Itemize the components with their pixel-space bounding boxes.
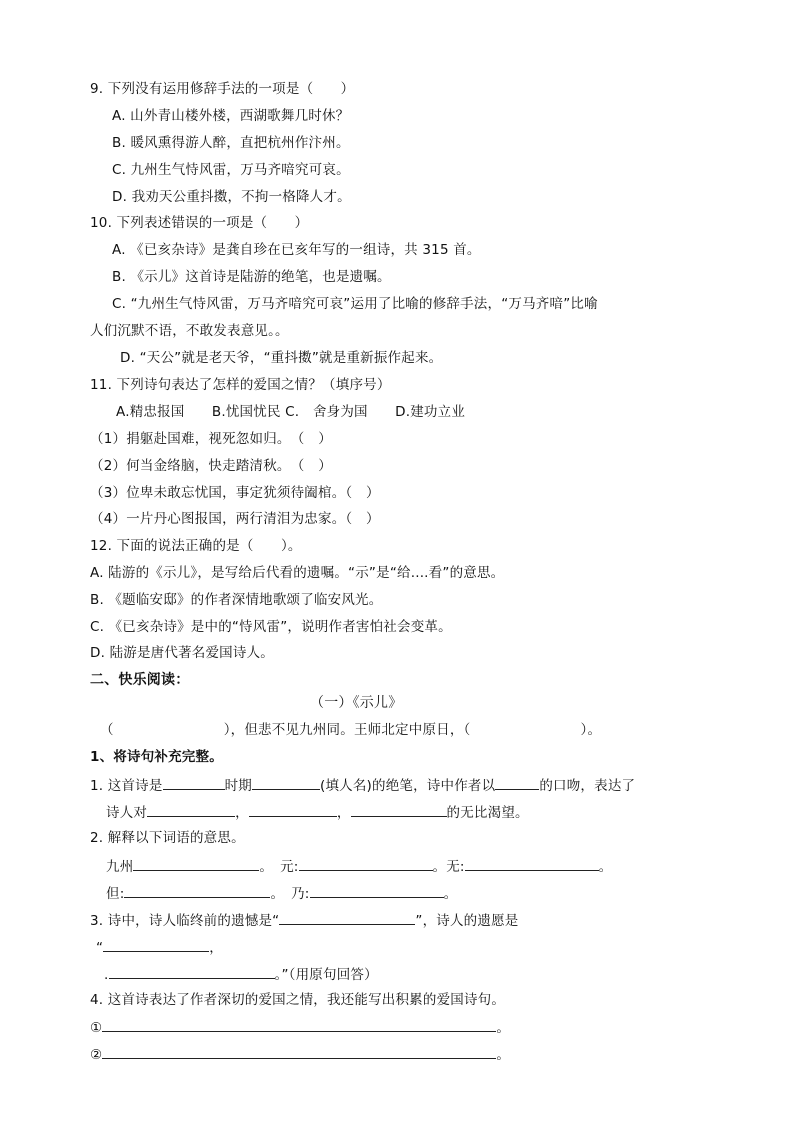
p1-text-e: 诗人对 — [106, 805, 148, 821]
p1-text-b: 时期 — [224, 778, 252, 794]
p3-text-a: 3. 诗中，诗人临终前的遗憾是“ — [90, 913, 280, 929]
word-nai: 乃: — [291, 886, 310, 902]
p1-text-d: 的口吻，表达了 — [539, 778, 636, 794]
task-p3-line3 — [104, 964, 378, 984]
task-p3-line2 — [96, 937, 223, 957]
p1-text-c: (填人名)的绝笔，诗中作者以 — [319, 778, 496, 794]
blank-era[interactable] — [163, 775, 225, 790]
blank-poem-1[interactable] — [102, 1017, 496, 1032]
p1-text-f: 的无比渴望。 — [446, 805, 529, 821]
q9-option-d: D. 我劝天公重抖擞，不拘一格降人才。 — [112, 189, 351, 205]
task-p3-line1 — [90, 910, 518, 930]
blank-author[interactable] — [252, 775, 320, 790]
period-4: 。 — [270, 886, 278, 902]
p1-comma-1: ， — [235, 805, 249, 821]
poem-fill-line — [100, 721, 601, 739]
q9-option-a: A. 山外青山楼外楼，西湖歌舞几时休？ — [112, 108, 350, 124]
blank-tone[interactable] — [495, 775, 539, 790]
p3-dot: . — [104, 967, 109, 983]
blank-regret[interactable] — [279, 910, 415, 925]
task-p4-line1 — [90, 1017, 510, 1037]
blank-yuan[interactable] — [299, 856, 433, 871]
blank-dan[interactable] — [124, 883, 270, 898]
period-3: 。 — [598, 859, 613, 875]
p1-comma-2: ， — [336, 805, 351, 821]
task-p4-title: 4. 这首诗表达了作者深切的爱国之情，我还能写出积累的爱国诗句。 — [90, 992, 506, 1008]
q12-option-a: A. 陆游的《示儿》，是写给后代看的遗嘱。“示”是“给....看”的意思。 — [90, 565, 505, 581]
q12-option-c: C. 《已亥杂诗》是中的“恃风雷”，说明作者害怕社会变革。 — [90, 619, 452, 635]
q10-option-c-cont: 人们沉默不语，不敢发表意见。。 — [90, 323, 289, 339]
poem-close-paren: ）。 — [580, 722, 602, 738]
q12-stem: 12. 下面的说法正确的是（ ）。 — [90, 538, 302, 554]
q12-option-b: B. 《题临安邸》的作者深情地歌颂了临安风光。 — [90, 592, 383, 608]
poem-middle-text: ），但悲不见九州同。王师北定中原日，（ — [223, 722, 471, 738]
period-1: 。 — [259, 859, 267, 875]
task-p1-line2 — [106, 802, 529, 822]
p3-open-quote: “ — [96, 940, 104, 956]
q10-option-a: A. 《已亥杂诗》是龚自珍在已亥年写的一组诗，共 315 首。 — [112, 242, 481, 258]
blank-wish-line-2[interactable] — [109, 964, 275, 979]
blank-nai[interactable] — [310, 883, 444, 898]
q11-item-4: （4）一片丹心图报国，两行清泪为忠家。（ ） — [90, 511, 380, 527]
blank-wu[interactable] — [465, 856, 599, 871]
q10-option-d: D. “天公”就是老天爷，“重抖擞”就是重新振作起来。 — [120, 350, 443, 366]
word-wu: 无: — [446, 859, 465, 875]
period-p4-1: 。 — [496, 1020, 511, 1036]
q11-choices: A.精忠报国 B.忧国忧民 C. 舍身为国 D.建功立业 — [116, 404, 466, 420]
task-p2-line1 — [106, 856, 612, 876]
q11-item-2: （2）何当金络脑，快走踏清秋。 （ ） — [90, 458, 332, 474]
number-1: ① — [90, 1020, 103, 1036]
word-jiuzhou: 九州 — [106, 859, 134, 875]
section-heading: 二、快乐阅读： — [90, 672, 190, 688]
q9-option-b: B. 暖风熏得游人醉，直把杭州作汴州。 — [112, 135, 350, 151]
blank-poem-2[interactable] — [102, 1044, 496, 1059]
q9-stem: 9. 下列没有运用修辞手法的一项是（ ） — [90, 81, 355, 97]
poem-open-paren: （ — [100, 722, 114, 738]
period-p4-2: 。 — [496, 1047, 511, 1063]
p3-comma: ， — [209, 940, 223, 956]
p3-text-f: 。”（用原句回答） — [274, 967, 378, 983]
blank-jiuzhou[interactable] — [133, 856, 259, 871]
q10-option-b: B. 《示儿》这首诗是陆游的绝笔，也是遗嘱。 — [112, 269, 391, 285]
p1-text-a: 1. 这首诗是 — [90, 778, 163, 794]
q9-option-c: C. 九州生气恃风雷，万马齐喑究可哀。 — [112, 162, 350, 178]
q11-stem: 11. 下列诗句表达了怎样的爱国之情？（填序号） — [90, 377, 391, 393]
task-p2-line2 — [106, 883, 457, 903]
blank-wish-1[interactable] — [147, 802, 235, 817]
q11-item-1: （1）捐躯赴国难，视死忽如归。 （ ） — [90, 431, 332, 447]
task-p2-title: 2. 解释以下词语的意思。 — [90, 830, 245, 846]
number-2: ② — [90, 1047, 103, 1063]
q10-stem: 10. 下列表述错误的一项是（ ） — [90, 215, 309, 231]
word-dan: 但: — [106, 886, 125, 902]
task-p1-line1 — [90, 775, 635, 795]
word-yuan: 元: — [280, 859, 299, 875]
q10-option-c: C. “九州生气恃风雷，万马齐喑究可哀”运用了比喻的修辞手法，“万马齐喑”比喻 — [112, 296, 598, 312]
p3-text-b: ”，诗人的遗愿是 — [415, 913, 519, 929]
blank-wish-2[interactable] — [249, 802, 337, 817]
poem-title: （一）《示儿》 — [310, 695, 403, 711]
q12-option-d: D. 陆游是唐代著名爱国诗人。 — [90, 645, 274, 661]
blank-wish-line-1[interactable] — [103, 937, 209, 952]
q11-item-3: （3）位卑未敢忘忧国，事定犹须待阖棺。（ ） — [90, 485, 380, 501]
blank-wish-3[interactable] — [351, 802, 447, 817]
period-2: 。 — [432, 859, 447, 875]
task-p4-line2 — [90, 1044, 510, 1064]
task-1: 1、将诗句补充完整。 — [90, 749, 223, 765]
period-5: 。 — [443, 886, 458, 902]
